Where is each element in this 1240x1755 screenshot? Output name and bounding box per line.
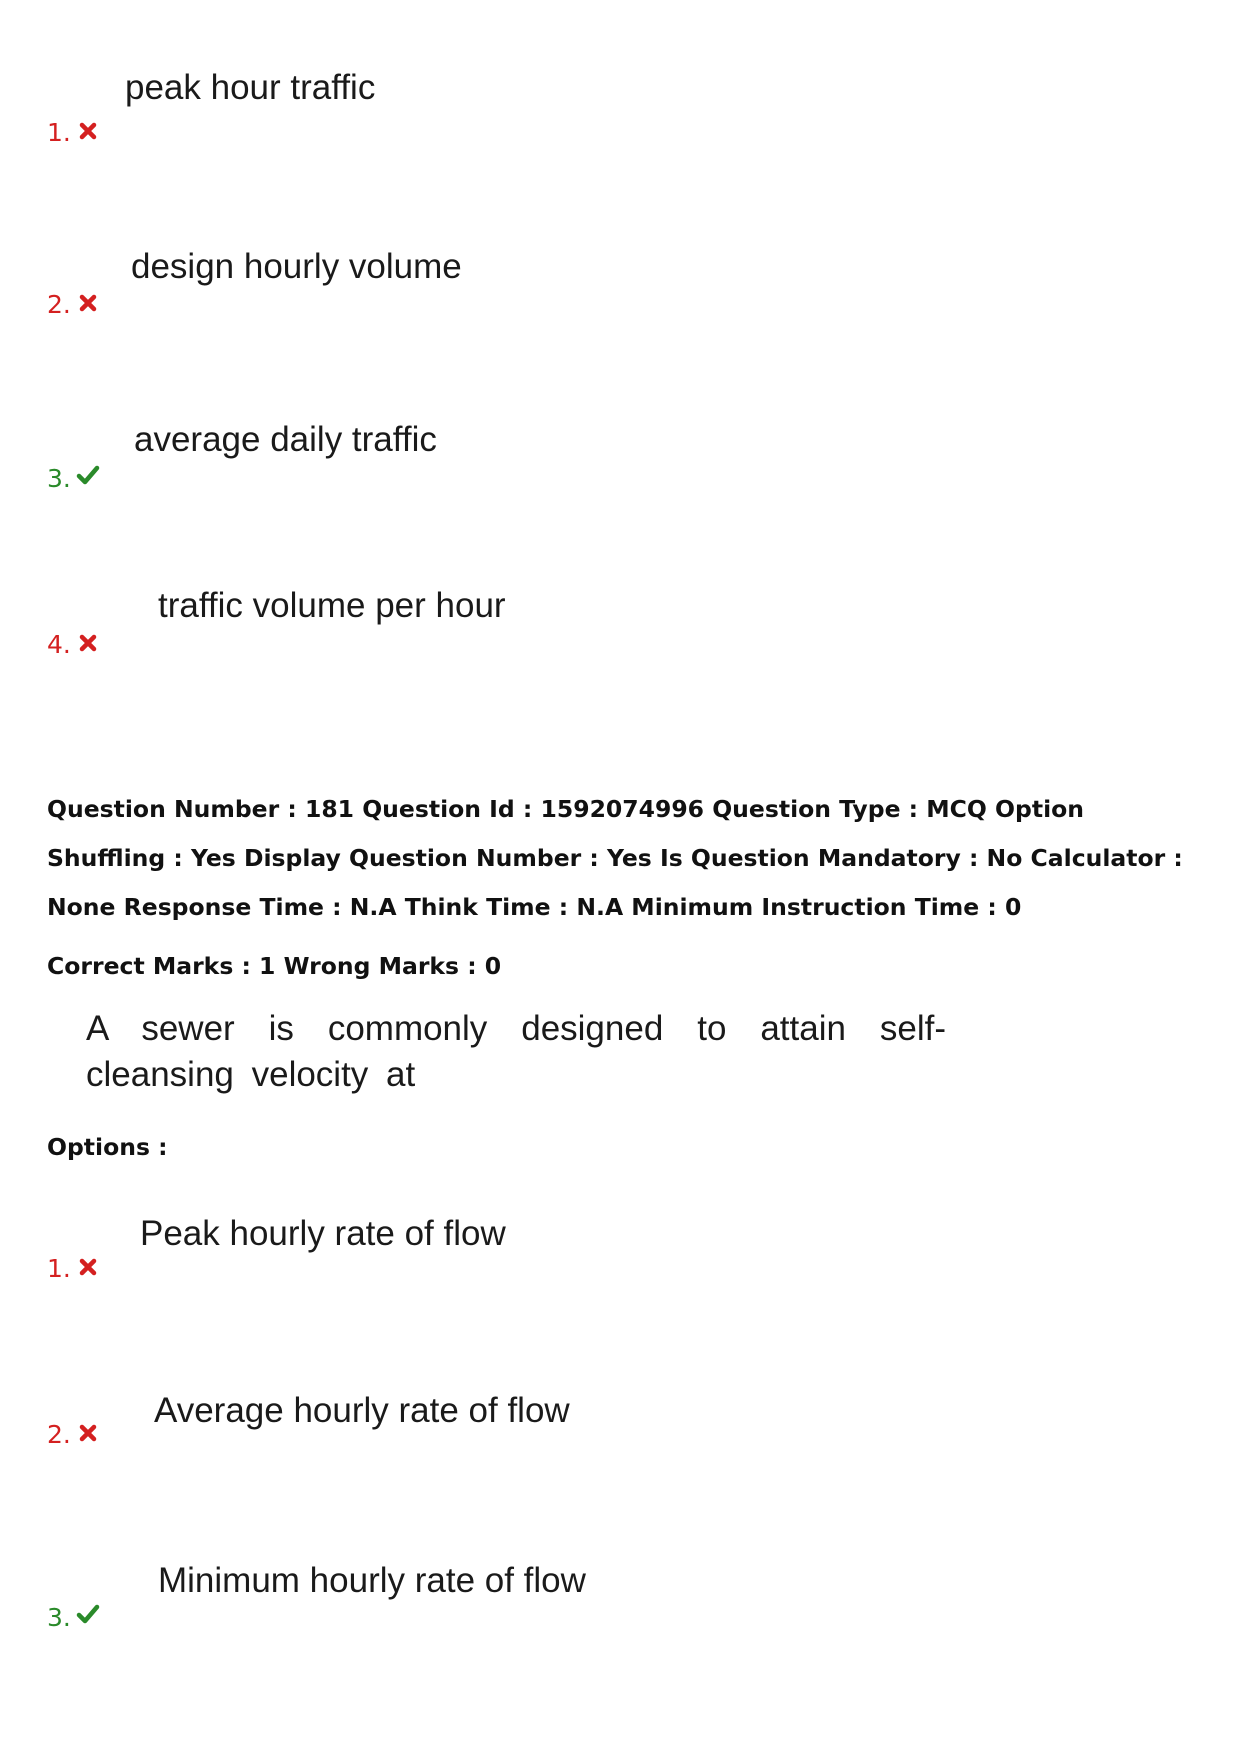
option-number: 2.	[47, 1420, 71, 1449]
marks-info: Correct Marks : 1 Wrong Marks : 0	[47, 952, 502, 980]
option-text: Minimum hourly rate of flow	[158, 1561, 586, 1600]
option-text: Peak hourly rate of flow	[140, 1214, 506, 1253]
cross-icon	[76, 119, 100, 143]
option-text: traffic volume per hour	[158, 586, 506, 625]
option-number: 1.	[47, 1254, 71, 1283]
option-text: design hourly volume	[131, 247, 462, 286]
option-text: peak hour traffic	[125, 68, 376, 107]
option-number: 3.	[47, 464, 71, 493]
check-icon	[76, 1602, 100, 1626]
option-number: 3.	[47, 1603, 71, 1632]
cross-icon	[76, 631, 100, 655]
cross-icon	[76, 1255, 100, 1279]
cross-icon	[76, 1421, 100, 1445]
check-icon	[76, 463, 100, 487]
option-text: average daily traffic	[134, 420, 437, 459]
cross-icon	[76, 291, 100, 315]
option-number: 4.	[47, 630, 71, 659]
options-label: Options :	[47, 1133, 168, 1161]
option-number: 2.	[47, 290, 71, 319]
question-text: A sewer is commonly designed to attain self-cleansing velocity at	[86, 1009, 946, 1094]
question-meta: Question Number : 181 Question Id : 1592074996 Question Type : MCQ Option Shuffling : Yes Display Question Number : Yes Is Question Mandatory : No Calculator : None Response Time : N.A Think Time : N.A Minimum Instruction Time : 0	[47, 795, 1183, 921]
option-number: 1.	[47, 118, 71, 147]
option-text: Average hourly rate of flow	[154, 1391, 570, 1430]
